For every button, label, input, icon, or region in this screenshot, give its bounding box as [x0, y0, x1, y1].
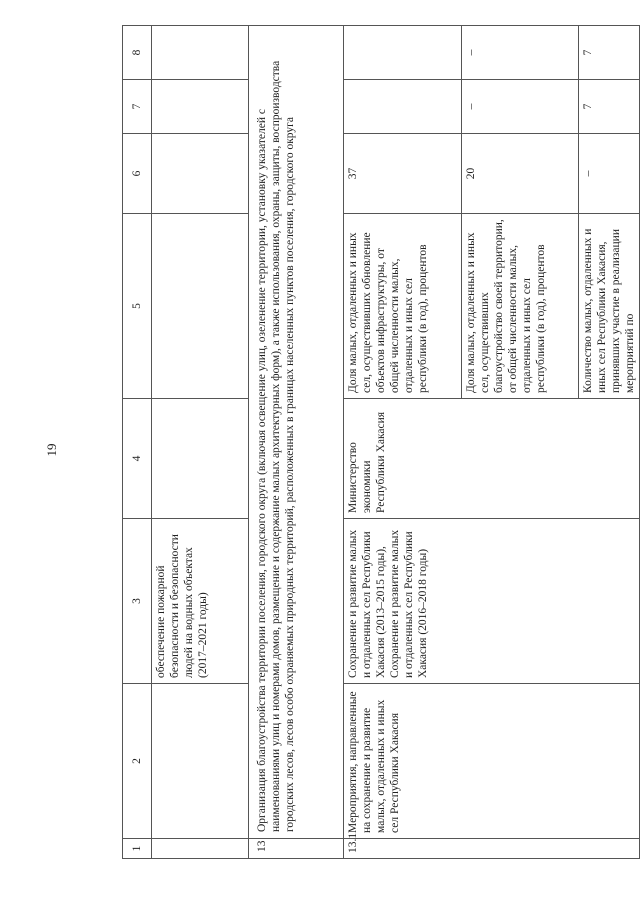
- program-table: [122, 25, 640, 859]
- cell-number: [152, 839, 249, 859]
- cell-value-7: [152, 80, 249, 134]
- header-col-2: 2: [123, 684, 152, 839]
- section-number: 13: [249, 839, 344, 859]
- section-title: Организация благоустройства территории поселения, городского округа (включая освещение улиц, озеленение территории, установку указателей с наименованиями улиц и номерами домов, размещение и содержание малых архитектурных форм), а также использования, охраны, защиты, воспроизводства городских лесов, лесов особо охраняемых природных территорий, расположенных в границах населенных пунктов поселения, городского округа: [249, 26, 344, 839]
- table-row-continuation: [152, 26, 249, 859]
- indicator-value-6: 20: [462, 134, 579, 214]
- cell-executor: [152, 399, 249, 519]
- rotated-table-wrapper: [122, 26, 636, 859]
- program-name: Сохранение и развитие малых и отдаленных сел Республики Хакасия (2013–2015 годы), Сохранение и развитие малых и отдаленных сел Республики Хакасия (2016–2018 годы): [344, 519, 640, 684]
- page-number: 19: [44, 443, 59, 457]
- cell-value-6: [152, 134, 249, 214]
- indicator-text: Доля малых, отдаленных и иных сел, осуществивших обновление объектов инфраструктуры, от общей численности малых, отдаленных и иных сел республики (в год), процентов: [344, 214, 462, 399]
- header-col-1: 1: [123, 839, 152, 859]
- indicator-value-8: –: [462, 26, 579, 80]
- cell-indicator: [152, 214, 249, 399]
- document-sheet: [122, 26, 636, 859]
- indicator-value-8: 7: [579, 26, 640, 80]
- table-row-13-1: [344, 26, 462, 859]
- header-col-3: 3: [123, 519, 152, 684]
- table-header-row: [123, 26, 152, 859]
- measure-name: Мероприятия, направленные на сохранение и развитие малых, отдаленных и иных сел Республики Хакасия: [344, 684, 640, 839]
- table-row-section-13: [249, 26, 344, 859]
- indicator-value-6: –: [579, 134, 640, 214]
- header-col-6: 6: [123, 134, 152, 214]
- indicator-value-6: 37: [344, 134, 462, 214]
- header-col-7: 7: [123, 80, 152, 134]
- header-col-4: 4: [123, 399, 152, 519]
- header-col-5: 5: [123, 214, 152, 399]
- executor-name: Министерство экономики Республики Хакасия: [344, 399, 640, 519]
- cell-value-8: [152, 26, 249, 80]
- indicator-text: Доля малых, отдаленных и иных сел, осуществивших благоустройство своей территории, от общей численности малых, отдаленных и иных сел республики (в год), процентов: [462, 214, 579, 399]
- header-col-8: 8: [123, 26, 152, 80]
- indicator-value-7: –: [462, 80, 579, 134]
- row-number: 13.1: [344, 839, 640, 859]
- indicator-value-7: [344, 80, 462, 134]
- indicator-value-8: [344, 26, 462, 80]
- indicator-text: Количество малых, отдаленных и иных сел Республики Хакасия, принявших участие в реализации мероприятий по: [579, 214, 640, 399]
- indicator-value-7: 7: [579, 80, 640, 134]
- cell-measure: [152, 684, 249, 839]
- cell-program: обеспечение пожарной безопасности и безопасности людей на водных объектах (2017–2021 годы): [152, 519, 249, 684]
